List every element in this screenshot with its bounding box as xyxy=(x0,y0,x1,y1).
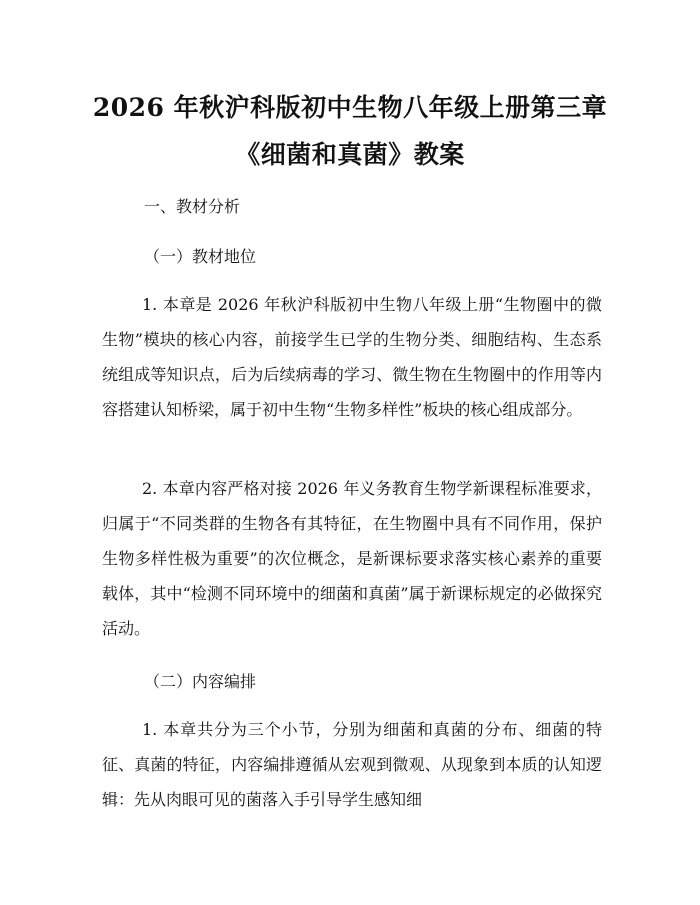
subsection-heading-content-arrangement: （二）内容编排 xyxy=(144,672,257,691)
paragraph-status-2: 2. 本章内容严格对接 2026 年义务教育生物学新课程标准要求，归属于“不同类群的生物各有其特征，在生物圈中具有不同作用，保护生物多样性极为重要”的次位概念，是新课标要求落实核心素养的重要载体，其中“检测不同环境中的细菌和真菌”属于新课标规定的必做探究活动。 xyxy=(102,479,602,638)
paragraph-status-1: 1. 本章是 2026 年秋沪科版初中生物八年级上册“生物圈中的微生物”模块的核心内容，前接学生已学的生物分类、细胞结构、生态系统组成等知识点，后为后续病毒的学习、微生物在生物圈中的作用等内容搭建认知桥梁，属于初中生物“生物多样性”板块的核心组成部分。 xyxy=(102,295,602,419)
document-title-line-1: 2026 年秋沪科版初中生物八年级上册第三章 xyxy=(92,93,608,122)
paragraph-arrangement-1: 1. 本章共分为三个小节，分别为细菌和真菌的分布、细菌的特征、真菌的特征，内容编排遵循从宏观到微观、从现象到本质的认知逻辑：先从肉眼可见的菌落入手引导学生感知细 xyxy=(102,720,602,809)
document-title-line-2: 《细菌和真菌》教案 xyxy=(235,140,465,169)
subsection-heading-textbook-status: （一）教材地位 xyxy=(144,247,257,266)
section-heading-textbook-analysis: 一、教材分析 xyxy=(144,197,241,216)
